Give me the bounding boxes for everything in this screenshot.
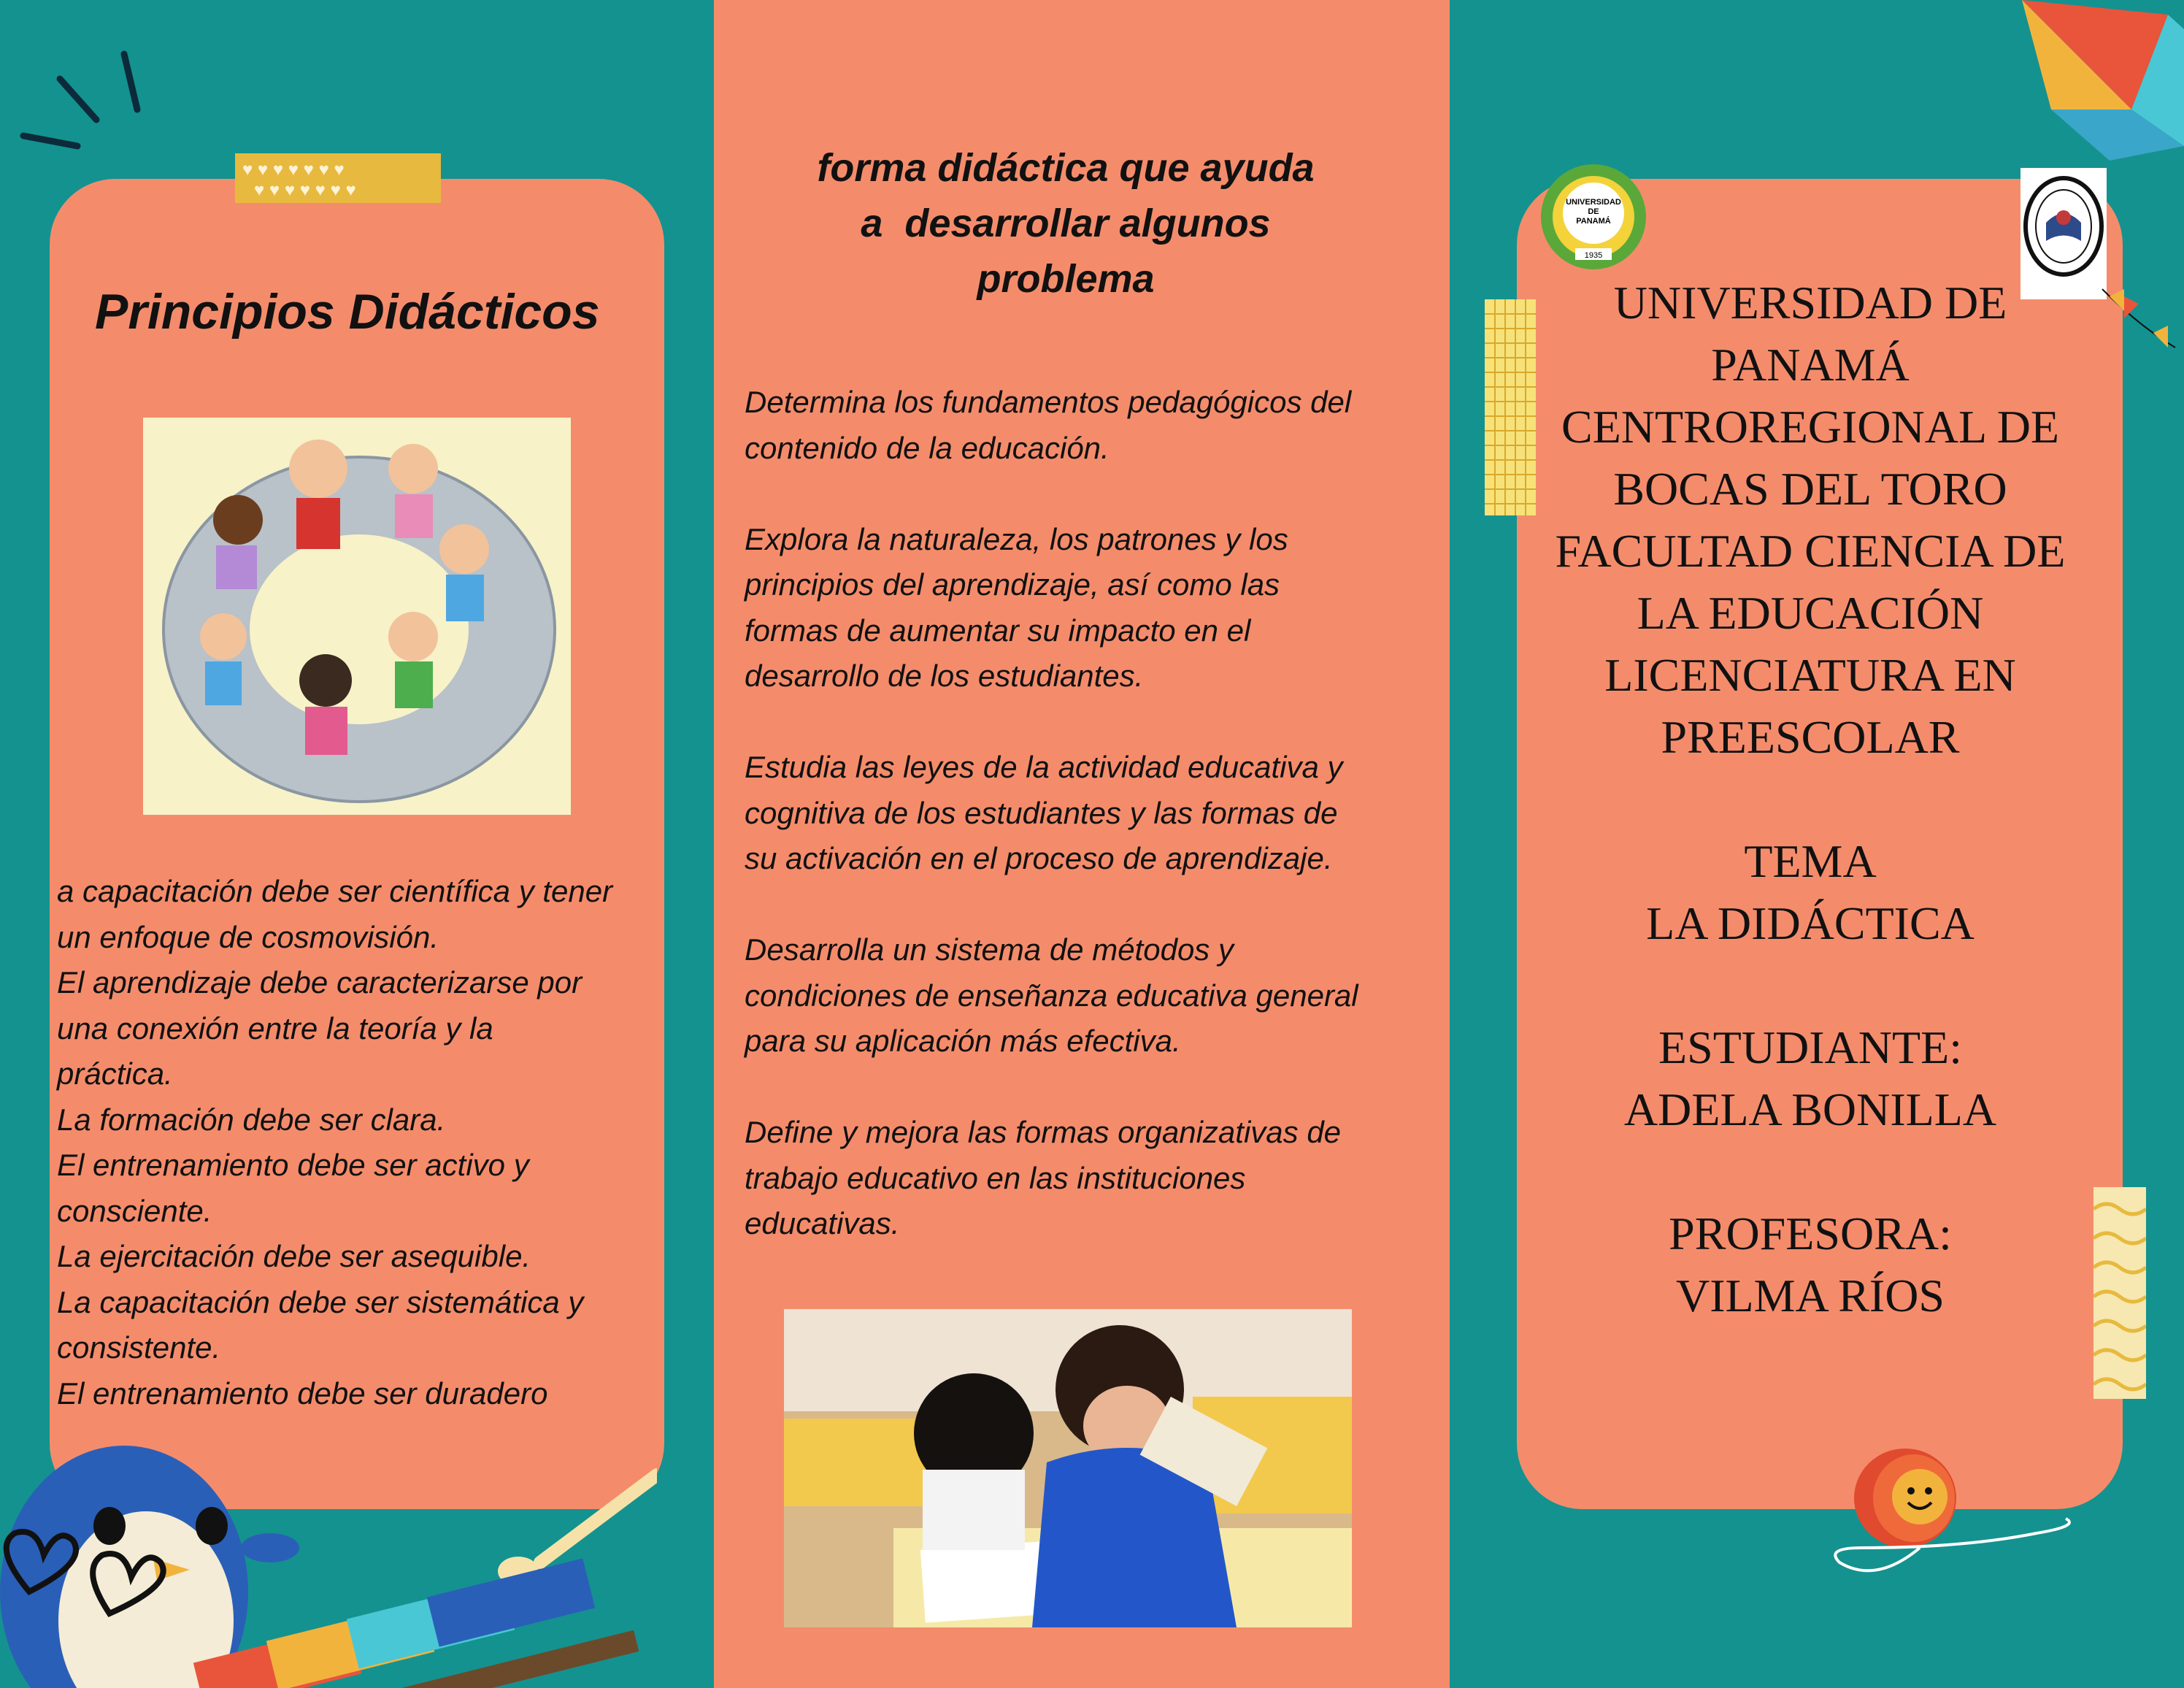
- middle-heading: [745, 140, 1387, 307]
- svg-text:UNIVERSIDAD: UNIVERSIDAD: [1566, 198, 1621, 207]
- cover-line: VILMA RÍOS: [1675, 1270, 1945, 1321]
- paragraph-line: principios del aprendizaje, así como las: [745, 567, 1280, 602]
- cover-line: CENTROREGIONAL DE: [1561, 401, 2059, 453]
- grid-tape-decoration: [1485, 299, 1536, 515]
- paragraph-line: condiciones de enseñanza educativa general: [745, 978, 1358, 1013]
- principle-line: La formación debe ser clara.: [57, 1102, 446, 1137]
- cover-line: BOCAS DEL TORO: [1613, 463, 2007, 515]
- paragraph-line: Desarrolla un sistema de métodos y: [745, 932, 1234, 967]
- paragraph-line: Estudia las leyes de la actividad educativa y: [745, 750, 1343, 784]
- middle-paragraphs: [745, 380, 1431, 1292]
- principle-line: consciente.: [57, 1193, 212, 1228]
- cover-line: [1526, 768, 2095, 830]
- paragraph-line: cognitiva de los estudiantes y las formas de: [745, 795, 1338, 830]
- kite-decoration: [2022, 0, 2184, 191]
- paragraph: [745, 380, 1431, 471]
- svg-text:1935: 1935: [1584, 251, 1603, 260]
- principle-line: consistente.: [57, 1330, 221, 1365]
- cover-line: PANAMÁ: [1711, 339, 1910, 391]
- principle-line: El entrenamiento debe ser duradero: [57, 1376, 548, 1411]
- paragraph-line: su activación en el proceso de aprendizaje.: [745, 841, 1333, 875]
- study-photo: [784, 1309, 1352, 1627]
- heading-line: problema: [977, 257, 1155, 301]
- cover-text: [1526, 272, 2095, 1327]
- heading-line: a desarrollar algunos: [861, 202, 1271, 245]
- paragraph: [745, 1110, 1431, 1247]
- principle-line: La ejercitación debe ser asequible.: [57, 1239, 531, 1273]
- principle-line: una conexión entre la teoría y la: [57, 1010, 493, 1046]
- paragraph-line: para su aplicación más efectiva.: [745, 1024, 1181, 1058]
- principle-line: La capacitación debe ser sistemática y: [57, 1284, 584, 1319]
- children-circle-image: [143, 418, 571, 815]
- paragraph-line: contenido de la educación.: [745, 430, 1110, 465]
- paragraph-line: Explora la naturaleza, los patrones y los: [745, 521, 1288, 556]
- principle-line: práctica.: [57, 1056, 173, 1091]
- heading-line: forma didáctica que ayuda: [817, 146, 1315, 190]
- paragraph-line: desarrollo de los estudiantes.: [745, 659, 1144, 693]
- paragraph-line: Determina los fundamentos pedagógicos del: [745, 385, 1352, 419]
- svg-text:♥ ♥ ♥ ♥ ♥ ♥ ♥: ♥ ♥ ♥ ♥ ♥ ♥ ♥: [242, 160, 345, 180]
- sparkle-marks-decoration: [15, 44, 146, 161]
- kite-bows-decoration: [2095, 282, 2183, 362]
- svg-text:PANAMÁ: PANAMÁ: [1576, 217, 1611, 226]
- paragraph: [745, 517, 1431, 699]
- cover-line: UNIVERSIDAD DE: [1613, 277, 2007, 329]
- paragraph: [745, 927, 1431, 1064]
- principle-line: El entrenamiento debe ser activo y: [57, 1148, 529, 1182]
- cover-line: ESTUDIANTE:: [1658, 1021, 1962, 1073]
- section-title: Principios Didácticos: [95, 284, 600, 339]
- principles-list: [57, 869, 663, 1416]
- cover-line: LA EDUCACIÓN: [1637, 587, 1984, 639]
- cover-line: PROFESORA:: [1669, 1208, 1952, 1259]
- cover-line: PREESCOLAR: [1661, 711, 1960, 763]
- cover-line: LA DIDÁCTICA: [1646, 897, 1975, 949]
- university-logo: [1539, 162, 1648, 272]
- cover-line: LICENCIATURA EN: [1604, 649, 2016, 701]
- heart-tape-decoration: [235, 150, 441, 206]
- paragraph: [745, 745, 1431, 882]
- cover-line: [1526, 954, 2095, 1016]
- cover-line: FACULTAD CIENCIA DE: [1555, 525, 2066, 577]
- principle-line: un enfoque de cosmovisión.: [57, 919, 439, 954]
- cover-line: ADELA BONILLA: [1623, 1083, 1997, 1135]
- paragraph-line: trabajo educativo en las instituciones: [745, 1160, 1246, 1195]
- cover-line: [1526, 1140, 2095, 1202]
- paragraph-line: Define y mejora las formas organizativas de: [745, 1115, 1342, 1149]
- wavy-tape-decoration: [2093, 1187, 2146, 1399]
- xylophone-illustration: [190, 1460, 657, 1688]
- cover-line: TEMA: [1744, 835, 1877, 887]
- svg-text:DE: DE: [1588, 207, 1599, 216]
- principle-line: El aprendizaje debe caracterizarse por: [57, 965, 582, 1000]
- principle-line: a capacitación debe ser científica y tener: [57, 874, 613, 908]
- paragraph-line: formas de aumentar su impacto en el: [745, 613, 1251, 648]
- yoyo-illustration: [1818, 1446, 2080, 1592]
- paragraph-line: educativas.: [745, 1206, 900, 1240]
- svg-text:♥ ♥ ♥ ♥ ♥ ♥ ♥: ♥ ♥ ♥ ♥ ♥ ♥ ♥: [254, 180, 356, 200]
